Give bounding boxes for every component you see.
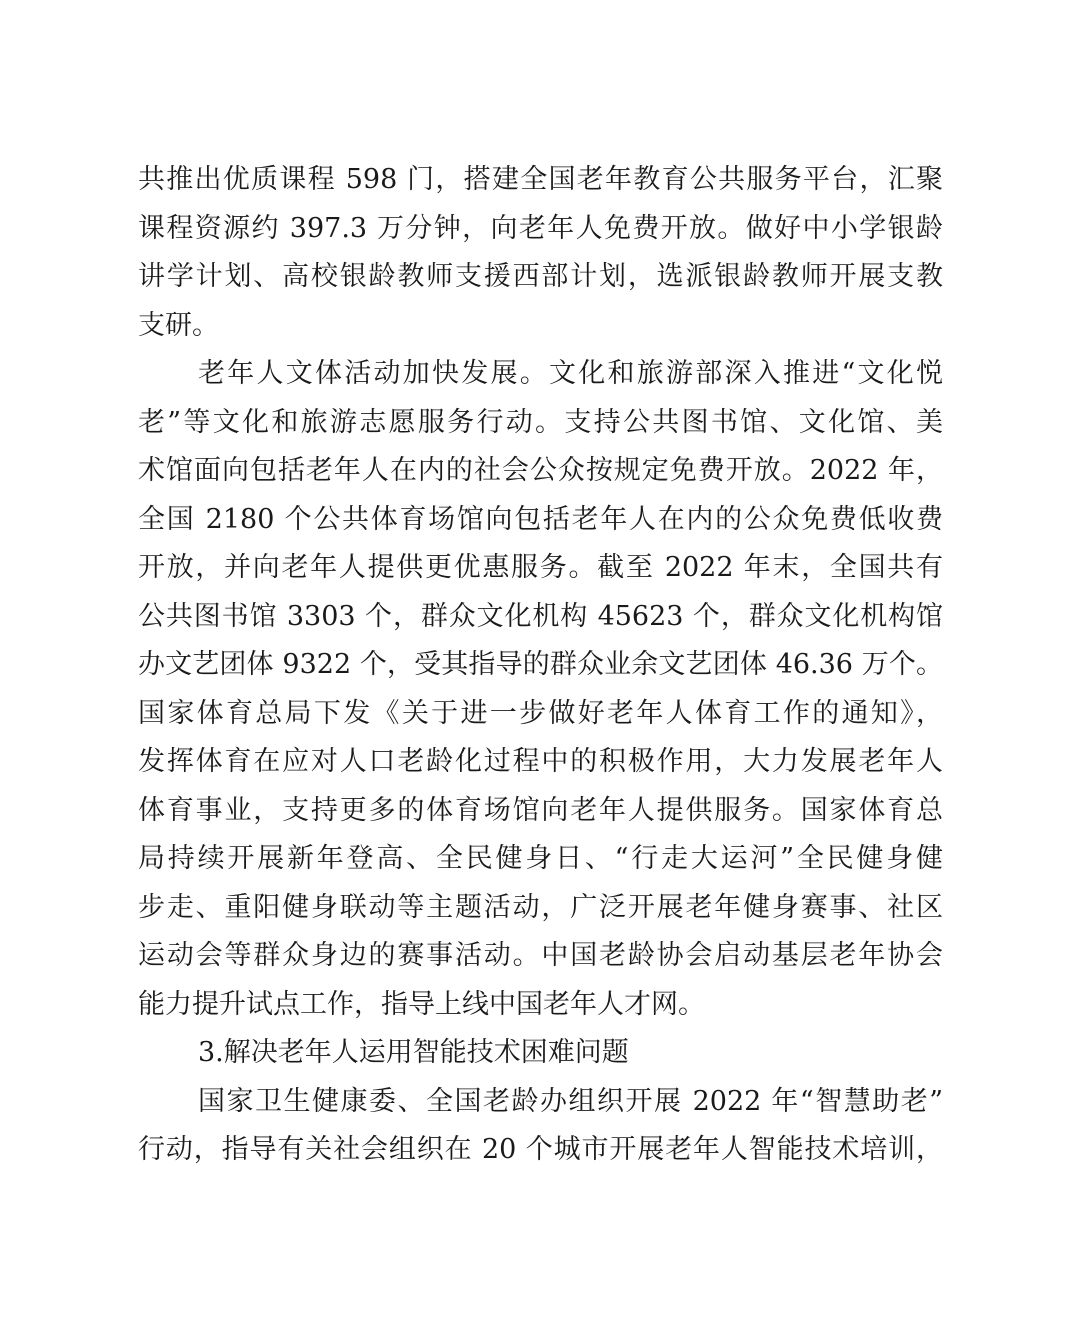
text-line: 国家体育总局下发《关于进一步做好老年人体育工作的通知》， [138, 697, 943, 729]
text-line: 公共图书馆 3303 个，群众文化机构 45623 个，群众文化机构馆 [138, 600, 943, 632]
text-line: 讲学计划、高校银龄教师支援西部计划，选派银龄教师开展支教 [138, 261, 943, 292]
text-line: 共推出优质课程 598 门，搭建全国老年教育公共服务平台，汇聚 [138, 164, 943, 195]
paragraph-smart-tech [138, 1078, 943, 1175]
text-line: 开放，并向老年人提供更优惠服务。截至 2022 年末，全国共有 [138, 552, 943, 583]
text-line: 老”等文化和旅游志愿服务行动。支持公共图书馆、文化馆、美 [138, 406, 943, 438]
text-line: 步走、重阳健身联动等主题活动，广泛开展老年健身赛事、社区 [138, 891, 943, 923]
text-line: 发挥体育在应对人口老龄化过程中的积极作用，大力发展老年人 [138, 746, 943, 777]
document-body [138, 156, 943, 1175]
text-line: 运动会等群众身边的赛事活动。中国老龄协会启动基层老年协会 [138, 940, 943, 971]
text-line: 支研。 [138, 309, 219, 341]
section-heading [138, 1029, 943, 1078]
text-line: 体育事业，支持更多的体育场馆向老年人提供服务。国家体育总 [138, 794, 943, 826]
paragraph-culture-sports [138, 350, 943, 1029]
text-line: 办文艺团体 9322 个，受其指导的群众业余文艺团体 46.36 万个。 [138, 649, 943, 680]
text-line: 术馆面向包括老年人在内的社会公众按规定免费开放。2022 年， [138, 455, 943, 486]
text-line: 行动，指导有关社会组织在 20 个城市开展老年人智能技术培训， [138, 1134, 943, 1165]
text-line: 国家卫生健康委、全国老龄办组织开展 2022 年“智慧助老” [198, 1085, 943, 1117]
text-line: 课程资源约 397.3 万分钟，向老年人免费开放。做好中小学银龄 [138, 212, 943, 244]
heading-line: 3.解决老年人运用智能技术困难问题 [198, 1037, 629, 1068]
text-line: 局持续开展新年登高、全民健身日、“行走大运河”全民健身健 [138, 843, 943, 874]
text-line: 全国 2180 个公共体育场馆向包括老年人在内的公众免费低收费 [138, 503, 943, 535]
text-line: 能力提升试点工作，指导上线中国老年人才网。 [138, 988, 705, 1020]
paragraph-education [138, 156, 943, 350]
text-line: 老年人文体活动加快发展。文化和旅游部深入推进“文化悦 [198, 358, 943, 389]
